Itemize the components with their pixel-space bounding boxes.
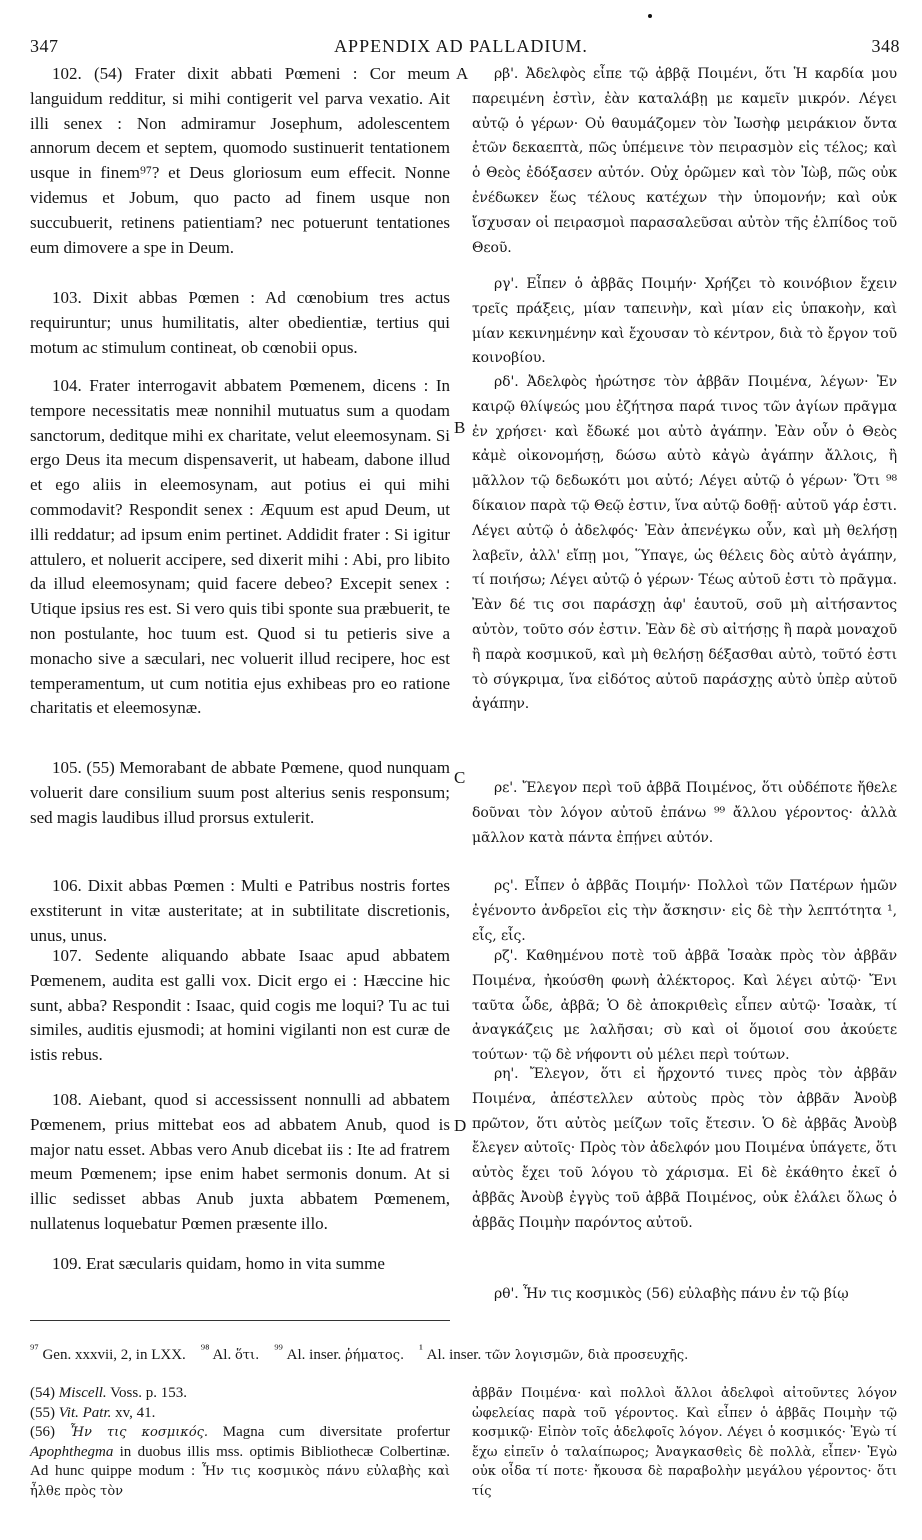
latin-section-109: [30, 1252, 385, 1277]
greek-section-108: [472, 1062, 897, 1236]
greek-section-102: [472, 62, 897, 260]
note-56-lemma: Ἦν τις κοσμικός.: [69, 1425, 209, 1441]
latin-paragraph-106: 106. Dixit abbas Pœmen : Multi e Patribus nostris fortes exstiterunt in vitæ austeritate; at in subtilitate discretionis, unus, unus.: [30, 876, 450, 945]
latin-paragraph-105: 105. (55) Memorabant de abbate Pœmene, quod nunquam voluerit dare consilium suum post alterius senis responsum; sed magis laudibus illud prorsus extulerit.: [30, 758, 450, 827]
footnote-1-text: Al. inser.: [426, 1347, 482, 1363]
editor-notes-greek: ἀββᾶν Ποιμένα· καὶ πολλοὶ ἄλλοι ἀδελφοὶ αἰτοῦντες λόγον ὠφελείας παρὰ τοῦ γέροντος. Καὶ εἶπεν ὁ ἀββᾶς Ποιμὴν τῷ κοσμικῷ· Εἰπὸν τοῖς ἀδελφοῖς λόγον. Λέγει ὁ κοσμικός· Ἐγὼ τί ἔχω εἰπεῖν ὁ ταλαίπωρος; Ἀναγκασθεὶς δὲ πολλὰ, εἶπεν· Ἐγὼ οὐκ οἶδα τί ποτε· ἤκουσα δὲ παραβολὴν μεγάλου γέροντος· ὅτι τίς: [472, 1386, 897, 1499]
greek-paragraph-107: ρζ'. Καθημένου ποτὲ τοῦ ἀββᾶ Ἰσαὰκ πρὸς τὸν ἀββᾶν Ποιμένα, ἠκούσθη φωνὴ ἀλέκτορος. Καὶ λέγει αὐτῷ· Ἔνι ταῦτα ὧδε, ἀββᾶ; Ὁ δὲ ἀποκριθεὶς εἶπεν αὐτῷ· Ἰσαὰκ, τί ἀναγκάζεις με λαλῆσαι; σὺ καὶ οἱ ὅμοιοί σου ἀκούετε τούτων· τῷ δὲ νήφοντι οὐ μέλει περὶ τούτων.: [472, 948, 897, 1064]
footnote-99-greek: ῥήματος.: [345, 1348, 405, 1363]
latin-paragraph-109: 109. Erat sæcularis quidam, homo in vita summe: [52, 1254, 385, 1273]
greek-section-107: [472, 944, 897, 1068]
greek-paragraph-106: ρς'. Εἶπεν ὁ ἀββᾶς Ποιμήν· Πολλοὶ τῶν Πατέρων ἡμῶν ἐγένοντο ἀνδρεῖοι εἰς τὴν ἄσκησιν· εἰς δὲ τὴν λεπτότητα ¹, εἷς, εἷς.: [472, 878, 897, 944]
margin-letter-c: C: [454, 768, 466, 787]
latin-section-102: [30, 62, 450, 260]
footnote-1-greek: τῶν λογισμῶν, διὰ προσευχῆς.: [484, 1348, 689, 1363]
greek-section-103: [472, 272, 897, 371]
greek-section-105: [472, 776, 897, 850]
footnote-98-number: ⁹⁸: [200, 1342, 210, 1356]
footnote-97-text: Gen. xxxvii, 2, in LXX.: [42, 1347, 186, 1363]
note-56-text-b: in duobus illis mss. optimis Bibliothecæ Colbertinæ. Ad hunc quippe modum :: [30, 1443, 450, 1480]
latin-section-105: [30, 756, 450, 830]
greek-section-104: [472, 370, 897, 717]
greek-paragraph-102: ρβ'. Ἀδελφὸς εἶπε τῷ ἀββᾷ Ποιμένι, ὅτι Ἡ καρδία μου παρειμένη ἐστὶν, ἐὰν καταλάβῃ με καμεῖν μικρόν. Λέγει αὐτῷ ὁ γέρων· Οὐ θαυμάζομεν τὸν Ἰωσὴφ μειράκιον ὄντα ἐτῶν δεκαεπτὰ, πῶς ὑπέμεινε τὸν πειρασμὸν εἰς τέλος; καὶ ὁ Θεὸς ἐδόξασεν αὐτόν. Οὐχ ὁρῶμεν καὶ τὸν Ἰὼβ, πῶς οὐκ ἐνέδωκεν ἕως τέλους κατέχων τὴν ὑπομονήν; καὶ οὐκ ἴσχυσαν οἱ πειρασμοὶ παρασαλεῦσαι αὐτὸν τῆς ἐλπίδος τοῦ Θεοῦ.: [472, 66, 897, 256]
margin-letter-b: B: [454, 418, 466, 437]
latin-paragraph-107: 107. Sedente aliquando abbate Isaac apud abbatem Pœmenem, audita est galli vox. Dicit ergo ei : Hæccine hic sunt, abba? Respondit : Isaac, quid cogis me loqui? Tu ac tui similes, auditis ejusmodi; at homini vigilanti non est curæ de istis rebus.: [30, 946, 450, 1065]
latin-paragraph-102: 102. (54) Frater dixit abbati Pœmeni : Cor meum languidum redditur, si mihi contigerit vel parva vexatio. Ait illi senex : Non admiramur Josephum, adolescentem annorum decem et septem, quomodo sustinuerit tentationem usque in finem⁹⁷? et Deus gloriosum eum effecit. Nonne videmus et Jobum, quo pacto ad finem usque non succubuerit, retinens patientiam? nec potuerunt tentationes eum dimovere a spe in Deum.: [30, 64, 450, 257]
note-55: [30, 1404, 450, 1424]
footnote-99-number: ⁹⁹: [274, 1342, 283, 1356]
latin-section-107: [30, 944, 450, 1068]
note-55-ref: Vit. Patr.: [58, 1404, 112, 1421]
footnote-99-text: Al. inser.: [286, 1347, 342, 1363]
greek-paragraph-108: ρη'. Ἔλεγον, ὅτι εἰ ἤρχοντό τινες πρὸς τὸν ἀββᾶν Ποιμένα, ἀπέστελλεν αὐτοὺς πρὸς τὸν ἀββᾶν Ἀνοὺβ πρῶτον, ὅτι αὐτὸς μείζων τοῖς ἔτεσιν. Ὁ δὲ ἀββᾶς Ἀνοὺβ ἔλεγεν αὐτοῖς· Πρὸς τὸν ἀδελφόν μου Ποιμένα ὑπάγετε, ὅτι αὐτὸς ἔχει τοῦ λόγου τὸ χάρισμα. Εἰ δὲ ἐκάθητο ἐκεῖ ὁ ἀββᾶς Ἀνοὺβ ἐγγὺς τοῦ ἀββᾶ Ποιμένος, οὐκ ἐλάλει ὅλως ὁ ἀββᾶς Ποιμὴν παρόντος αὐτοῦ.: [472, 1066, 897, 1231]
greek-paragraph-104: ρδ'. Ἀδελφὸς ἠρώτησε τὸν ἀββᾶν Ποιμένα, λέγων· Ἐν καιρῷ θλίψεώς μου ἐζήτησα παρά τινος τῶν ἁγίων πρᾶγμα ἐν χρήσει· καὶ ἔδωκέ μοι αὐτὸ ἀγάπην. Ἐὰν οὖν ὁ Θεὸς κἀμὲ οἰκονομήσῃ, δώσω αὐτὸ κἀγὼ ἀγάπην ἄλλοις, ἢ μᾶλλον τῷ δεδωκότι μοι αὐτό; Λέγει αὐτῷ ὁ γέρων· Ὅτι ⁹⁸ δίκαιον παρὰ τῷ Θεῷ ἐστιν, ἵνα αὐτῷ δοθῇ· αὐτοῦ γάρ ἐστι. Λέγει αὐτῷ ὁ ἀδελφός· Ἐὰν ἀπενέγκω οὖν, καὶ μὴ θελήσῃ λαβεῖν, ἀλλ' εἴπῃ μοι, Ὕπαγε, ὡς θέλεις δὸς αὐτὸ ἀγάπην, τί ποιήσω; Λέγει αὐτῷ ὁ γέρων· Τέως αὐτοῦ ἐστι τὸ πρᾶγμα. Ἐὰν δέ τις σοι παράσχῃ ἀφ' ἑαυτοῦ, σοῦ μὴ αἰτήσαντος αὐτὸν, τοῦτο σόν ἐστιν. Ἐὰν δὲ σὺ αἰτήσῃς ἢ παρὰ μοναχοῦ ἢ παρὰ κοσμικοῦ, καὶ μὴ θελήσῃ δέξασθαι αὐτὸ, τοῦτό ἐστι τὸ σύγκριμα, ἵνα εἰδότος αὐτοῦ παράσχῃς αὐτὸ ὑπὲρ αὐτοῦ ἀγάπην.: [472, 374, 897, 713]
note-56-greek: Ἦν τις κοσμικὸς πάνυ εὐλαβὴς καὶ ἦλθε πρὸς τὸν: [30, 1464, 450, 1499]
note-56-text-a: Magna cum diversitate profertur: [222, 1424, 451, 1441]
latin-section-108: [30, 1088, 450, 1237]
latin-section-104: [30, 374, 450, 721]
note-56-apophthegma: Apophthegma: [30, 1443, 114, 1460]
margin-letter-d: D: [454, 1116, 467, 1135]
right-page-number: 348: [871, 36, 900, 56]
note-54-number: (54): [30, 1385, 55, 1401]
editor-notes-latin: [30, 1384, 450, 1502]
note-54-ref: Miscell.: [58, 1385, 107, 1401]
greek-paragraph-103: ργ'. Εἶπεν ὁ ἀββᾶς Ποιμήν· Χρήζει τὸ κοινόβιον ἔχειν τρεῖς πράξεις, μίαν ταπεινὴν, καὶ μίαν εἰς ὑπακοὴν, καὶ μίαν κεκινημένην καὶ ἔχουσαν τὸ κέντρον, διὰ τὸ ἔργον τοῦ κοινοβίου.: [472, 276, 897, 367]
note-55-rest: xv, 41.: [115, 1404, 156, 1421]
footnotes-line: [30, 1338, 900, 1367]
ink-speck: [648, 14, 652, 18]
footnote-98-greek: ὅτι.: [234, 1348, 260, 1363]
note-54-rest: Voss. p. 153.: [110, 1385, 187, 1401]
footnote-98-text: Al.: [212, 1347, 232, 1363]
margin-letter-a: A: [456, 64, 469, 83]
latin-paragraph-103: 103. Dixit abbas Pœmen : Ad cœnobium tres actus requiruntur; unus humilitatis, alter obedientiæ, tertius qui motum ac stimulum contineat, ob cœnobii opus.: [30, 288, 450, 357]
greek-paragraph-109: ρθ'. Ἦν τις κοσμικὸς (56) εὐλαβὴς πάνυ ἐν τῷ βίῳ: [494, 1286, 849, 1302]
latin-section-106: [30, 874, 450, 948]
latin-paragraph-104: 104. Frater interrogavit abbatem Pœmenem, dicens : In tempore necessitatis meæ nonnihil mutuatus sum a quodam sanctorum, deditque mihi ex charitate, velut eleemosynam. Si ergo Deus ita mecum dispensaverit, ut habeam, dabone illud et ego aliis in eleemosynam, aut potius ei qui mihi commodavit? Respondit senex : Æquum est apud Deum, ut illi reddatur; ad ipsum enim pertinet. Addidit frater : Si igitur attulero, et noluerit accipere, sed dixerit mihi : Abi, pro libito da illud eleemosynam; quid facere debeo? Excepit senex : Utique ipsius res est. Si vero quis tibi sponte sua præbuerit, te non postulante, hoc tuum est. Quod si tu petieris sive a monacho sive a sæculari, nec voluerit illud recipere, hoc est temperamentum, ut cum notitia ejus exhibeas pro eo ratione charitatis et eleemosynæ.: [30, 376, 450, 718]
note-56-number: (56): [30, 1424, 55, 1441]
latin-paragraph-108: 108. Aiebant, quod si accessissent nonnulli ad abbatem Pœmenem, prius mittebat eos ad abbatem Anub, quod is major natu esset. Abbas vero Anub dicebat iis : Ite ad fratrem meum Pœmenem; ipse enim habet sermonis donum. At si illic sedisset abbas Anub juxta abbatem Pœmenem, nullatenus loquebatur Pœmen præsente illo.: [30, 1090, 450, 1233]
greek-section-109: [472, 1282, 849, 1307]
footnote-97-number: ⁹⁷: [30, 1342, 39, 1356]
greek-paragraph-105: ρε'. Ἔλεγον περὶ τοῦ ἀββᾶ Ποιμένος, ὅτι οὐδέποτε ἤθελε δοῦναι τὸν λόγον αὐτοῦ ἐπάνω ⁹⁹ ἄλλου γέροντος· ἀλλὰ μᾶλλον κατὰ πάντα ἐπῄνει αὐτόν.: [472, 780, 897, 846]
latin-section-103: [30, 286, 450, 360]
footnote-1-number: ¹: [419, 1342, 423, 1356]
footnote-rule: [30, 1320, 450, 1321]
left-page-number: 347: [30, 36, 59, 56]
greek-section-106: [472, 874, 897, 948]
running-title: APPENDIX AD PALLADIUM.: [334, 36, 588, 56]
note-55-number: (55): [30, 1404, 55, 1421]
note-54: [30, 1384, 450, 1404]
note-56: [30, 1423, 450, 1501]
